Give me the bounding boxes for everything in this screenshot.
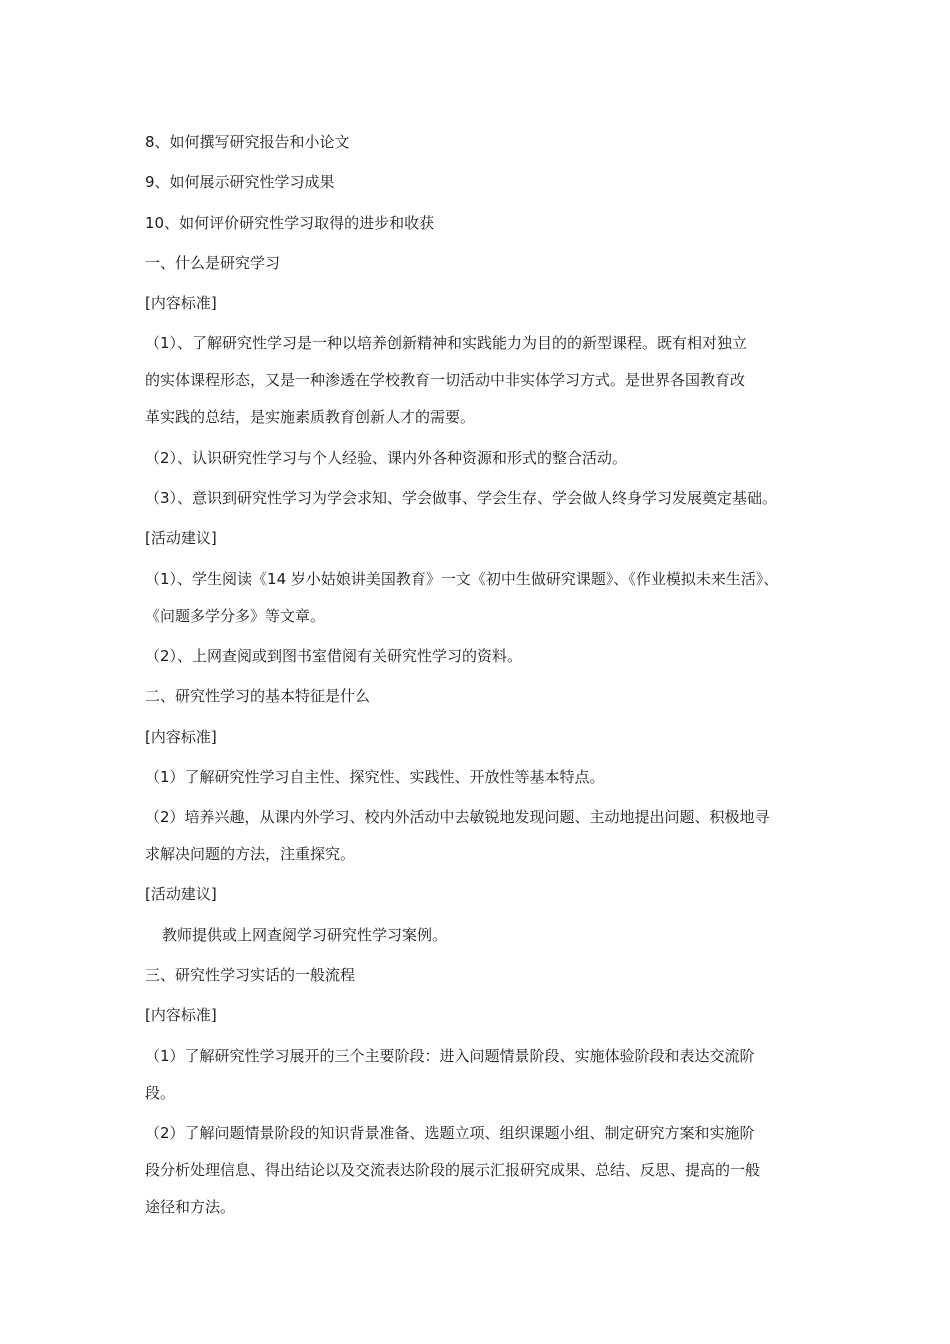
paragraph xyxy=(145,759,820,796)
text-line: 段分析处理信息、得出结论以及交流表达阶段的展示汇报研究成果、总结、反思、提高的一般 xyxy=(145,1160,761,1179)
text-line: 途径和方法。 xyxy=(145,1197,236,1216)
paragraph xyxy=(145,440,820,477)
paragraph xyxy=(145,719,820,756)
text-line: 的实体课程形态，又是一种渗透在学校教育一切活动中非实体学习方式。是世界各国教育改 xyxy=(145,371,746,390)
text-line: （1）了解研究性学习展开的三个主要阶段：进入问题情景阶段、实施体验阶段和表达交流阶 xyxy=(145,1046,755,1065)
text-line: 8、如何撰写研究报告和小论文 xyxy=(145,133,350,151)
text-line: （3）、意识到研究性学习为学会求知、学会做事、学会生存、学会做人终身学习发展奠定基础。 xyxy=(145,489,778,508)
paragraph xyxy=(145,561,820,635)
paragraph xyxy=(145,520,820,557)
paragraph xyxy=(145,285,820,322)
text-line: 10、如何评价研究性学习取得的进步和收获 xyxy=(145,213,435,232)
text-line: 教师提供或上网查阅学习研究性学习案例。 xyxy=(162,925,448,944)
paragraph xyxy=(145,638,820,675)
paragraph xyxy=(145,205,820,242)
paragraph xyxy=(145,1038,820,1112)
paragraph xyxy=(145,164,820,201)
text-line: 一、什么是研究学习 xyxy=(145,253,281,272)
paragraph xyxy=(145,678,820,715)
text-line: 二、研究性学习的基本特征是什么 xyxy=(145,687,371,706)
text-line: 求解决问题的方法，注重探究。 xyxy=(145,845,356,864)
document-body xyxy=(145,124,820,1229)
paragraph xyxy=(145,876,820,913)
text-line: （2）了解问题情景阶段的知识背景准备、选题立项、组织课题小组、制定研究方案和实施阶 xyxy=(145,1123,755,1142)
text-line: [活动建议] xyxy=(145,885,217,904)
paragraph xyxy=(145,1115,820,1226)
text-line: 段。 xyxy=(145,1083,176,1102)
text-line: （2）培养兴趣，从课内外学习、校内外活动中去敏锐地发现问题、主动地提出问题、积极地寻 xyxy=(145,808,770,827)
paragraph xyxy=(145,245,820,282)
text-line: [内容标准] xyxy=(145,294,217,313)
text-line: 9、如何展示研究性学习成果 xyxy=(145,173,335,192)
text-line: [内容标准] xyxy=(145,727,217,746)
paragraph xyxy=(145,799,820,873)
paragraph xyxy=(145,325,820,436)
text-line: 革实践的总结，是实施素质教育创新人才的需要。 xyxy=(145,408,476,427)
text-line: [内容标准] xyxy=(145,1006,217,1025)
text-line: （1）、了解研究性学习是一种以培养创新精神和实践能力为目的的新型课程。既有相对独立 xyxy=(145,334,748,353)
paragraph xyxy=(145,124,820,161)
text-line: （2）、上网查阅或到图书室借阅有关研究性学习的资料。 xyxy=(145,646,523,665)
text-line: 《问题多学分多》等文章。 xyxy=(145,606,326,625)
paragraph xyxy=(145,917,820,954)
text-line: （1）、学生阅读《14 岁小姑娘讲美国教育》一文《初中生做研究课题》、《作业模拟未来生活》、 xyxy=(145,569,779,588)
paragraph xyxy=(145,997,820,1034)
text-line: （2）、认识研究性学习与个人经验、课内外各种资源和形式的整合活动。 xyxy=(145,448,628,467)
paragraph xyxy=(145,480,820,517)
text-line: （1）了解研究性学习自主性、探究性、实践性、开放性等基本特点。 xyxy=(145,767,605,786)
text-line: 三、研究性学习实话的一般流程 xyxy=(145,966,356,985)
paragraph xyxy=(145,957,820,994)
text-line: [活动建议] xyxy=(145,529,217,548)
